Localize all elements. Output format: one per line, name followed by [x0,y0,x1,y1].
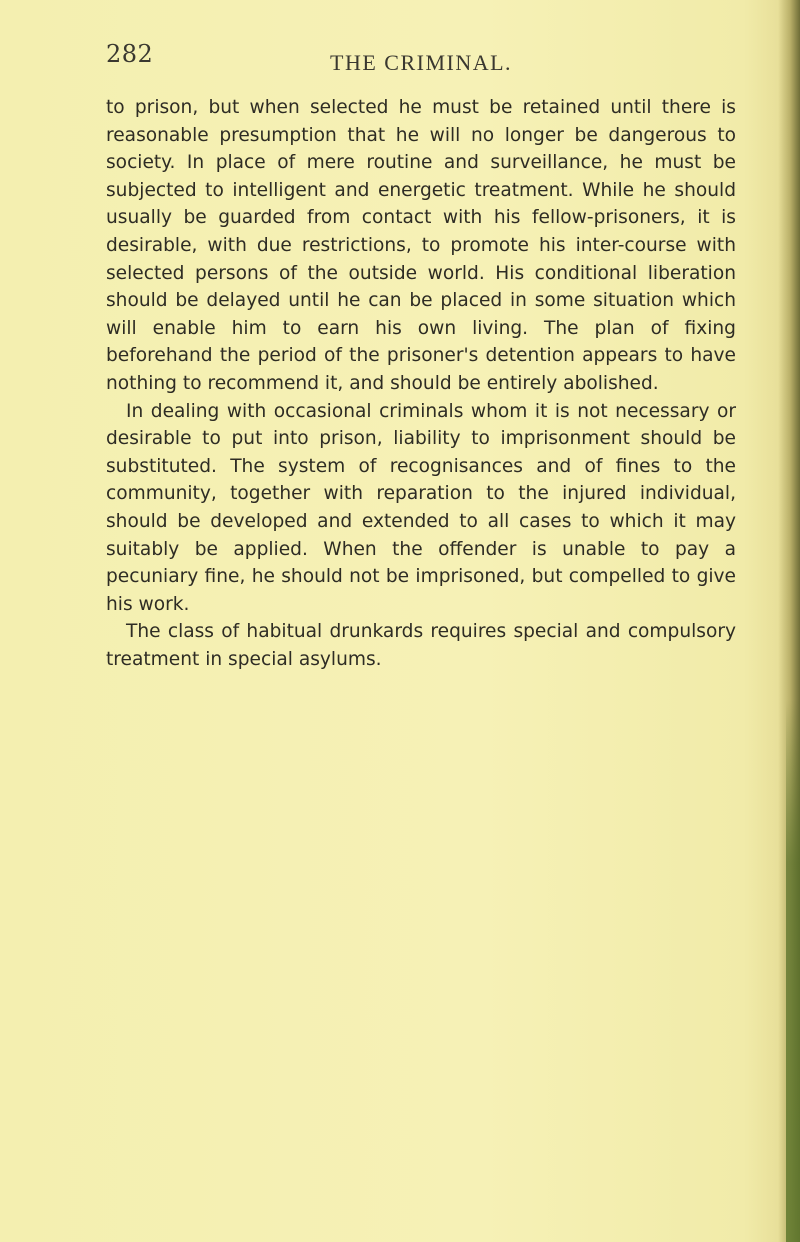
running-head: THE CRIMINAL. [330,50,513,75]
paragraph-3: The class of habitual drunkards requires special and compulsory treatment in special asylums. [106,621,736,670]
paragraph-1: to prison, but when selected he must be retained until there is reasonable presumption that he will no longer be dangerous to society. In place of mere routine and surveillance, he must be subjected to intelligent and energetic treatment. While he should usually be guarded from contact with his fellow-prisoners, it is desirable, with due restrictions, to promote his inter-course with selected persons of the outside world. His conditional liberation should be delayed until he can be placed in some situation which will enable him to earn his own living. The plan of fixing beforehand the period of the prisoner's detention appears to have nothing to recommend it, and should be entirely abolished. [106,97,736,394]
paragraph-2: In dealing with occasional criminals whom it is not necessary or desirable to put into prison, liability to imprisonment should be substituted. The system of recognisances and of fines to the community, together with reparation to the injured individual, should be developed and extended to all cases to which it may suitably be applied. When the offender is unable to pay a pecuniary fine, he should not be imprisoned, but compelled to give his work. [106,400,736,615]
body-text [106,94,736,673]
page-number: 282 [106,40,154,68]
page-edge-stain [786,700,800,1242]
